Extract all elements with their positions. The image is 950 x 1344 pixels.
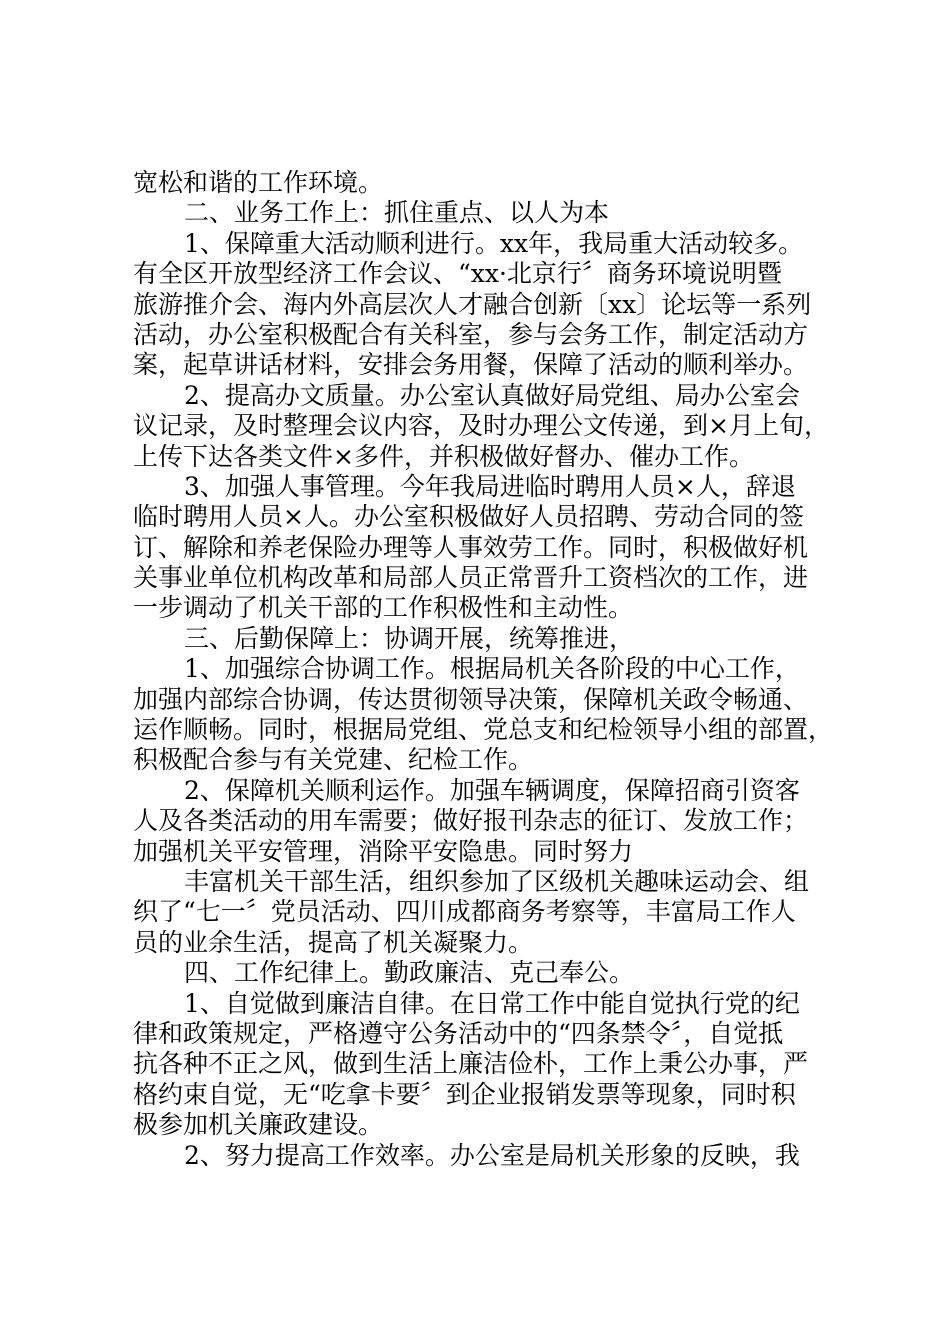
- text-line: 议记录，及时整理会议内容，及时办理公文传递，到×月上旬，: [133, 411, 829, 441]
- text-line: 格约束自觉，无“吃拿卡要〞到企业报销发票等现象，同时积: [133, 1079, 796, 1109]
- text-line: 二、业务工作上：抓住重点、以人为本: [184, 198, 610, 228]
- document-body: [133, 168, 833, 1171]
- text-line: 关事业单位机构改革和局部人员正常晋升工资档次的工作，进: [133, 563, 809, 593]
- text-line: 人及各类活动的用车需要；做好报刊杂志的征订、发放工作；: [133, 806, 809, 836]
- text-line: 1、自觉做到廉洁自律。在日常工作中能自觉执行党的纪: [184, 988, 800, 1018]
- text-line: 加强机关平安管理，消除平安隐患。同时努力: [133, 836, 634, 866]
- text-line: 积极配合参与有关党建、纪检工作。: [133, 745, 534, 775]
- text-line: 临时聘用人员×人。办公室积极做好人员招聘、劳动合同的签: [133, 502, 804, 532]
- text-line: 2、保障机关顺利运作。加强车辆调度，保障招商引资客: [184, 775, 800, 805]
- text-line: 上传下达各类文件×多件，并积极做好督办、催办工作。: [133, 441, 754, 471]
- text-line: 律和政策规定，严格遵守公务活动中的“四条禁令〞，自觉抵: [133, 1018, 784, 1048]
- text-line: 极参加机关廉政建设。: [133, 1110, 384, 1140]
- text-line: 案，起草讲话材料，安排会务用餐，保障了活动的顺利举办。: [133, 350, 809, 380]
- text-line: 三、后勤保障上：协调开展，统筹推进，: [184, 623, 635, 653]
- text-line: 宽松和谐的工作环境。: [133, 168, 384, 197]
- text-line: 抗各种不正之风，做到生活上廉洁俭朴，工作上秉公办事，严: [133, 1049, 809, 1079]
- text-line: 运作顺畅。同时，根据局党组、党总支和纪检领导小组的部置，: [133, 715, 833, 745]
- text-line: 3、加强人事管理。今年我局进临时聘用人员×人，辞退: [184, 471, 796, 501]
- text-line: 织了“七一〞党员活动、四川成都商务考察等，丰富局工作人: [133, 897, 796, 927]
- text-line: 丰富机关干部生活，组织参加了区级机关趣味运动会、组: [184, 866, 810, 896]
- text-line: 1、保障重大活动顺利进行。xx年，我局重大活动较多。: [184, 228, 804, 258]
- text-line: 2、提高办文质量。办公室认真做好局党组、局办公室会: [184, 380, 800, 410]
- text-line: 有全区开放型经济工作会议、“xx·北京行〞商务环境说明暨: [133, 259, 782, 289]
- text-line: 员的业余生活，提高了机关凝聚力。: [133, 927, 534, 957]
- text-line: 一步调动了机关干部的工作积极性和主动性。: [133, 593, 634, 623]
- text-line: 四、工作纪律上。勤政廉洁、克己奉公。: [184, 958, 635, 988]
- text-line: 1、加强综合协调工作。根据局机关各阶段的中心工作，: [184, 654, 800, 684]
- text-line: 旅游推介会、海内外高层次人才融合创新〔xx〕论坛等一系列: [133, 289, 812, 319]
- text-line: 订、解除和养老保险办理等人事效劳工作。同时，积极做好机: [133, 532, 809, 562]
- text-line: 活动，办公室积极配合有关科室，参与会务工作，制定活动方: [133, 319, 809, 349]
- text-line: 2、努力提高工作效率。办公室是局机关形象的反映，我: [184, 1140, 800, 1170]
- text-line: 加强内部综合协调，传达贯彻领导决策，保障机关政令畅通、: [133, 684, 809, 714]
